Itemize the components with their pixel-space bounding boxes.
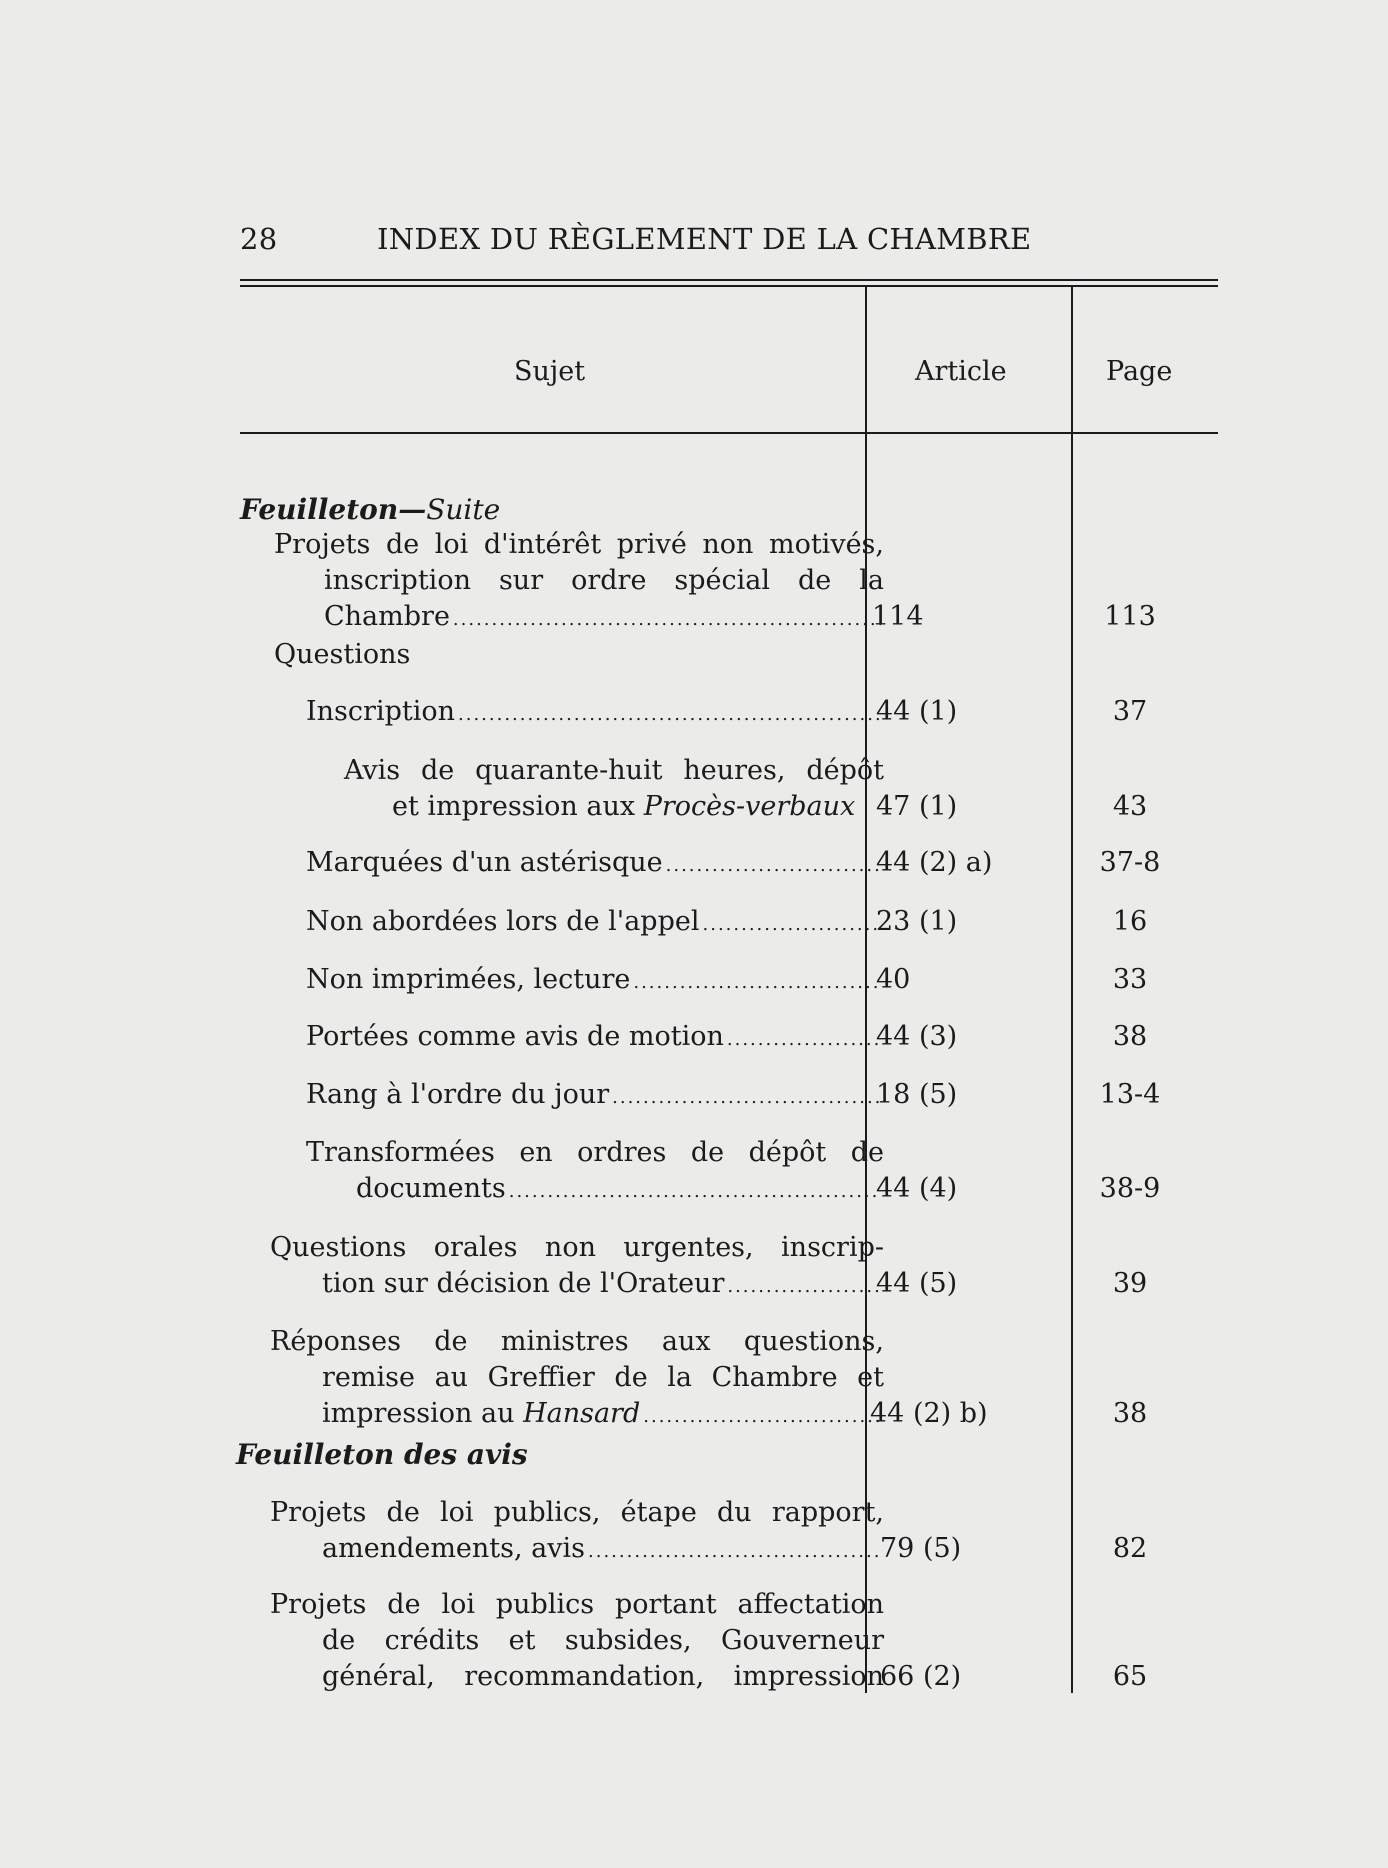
- dot-leader: [727, 1269, 881, 1305]
- entry-article: 44 (2) a): [876, 847, 993, 878]
- entry-page: 39: [1112, 1268, 1148, 1299]
- entry-text-line: Questions: [274, 639, 411, 670]
- entry-text-line: Portées comme avis de motion: [306, 1021, 724, 1052]
- entry-page: 65: [1112, 1661, 1148, 1692]
- column-header-subject: Sujet: [514, 356, 586, 387]
- entry-page: 38: [1112, 1398, 1148, 1429]
- section-title: Feuilleton—: [240, 493, 427, 526]
- entry-article: 114: [872, 601, 924, 632]
- entry-article: 40: [876, 964, 911, 995]
- page-title: INDEX DU RÈGLEMENT DE LA CHAMBRE: [377, 222, 1032, 256]
- entry-page: 37: [1112, 696, 1148, 727]
- dot-leader: [458, 697, 881, 733]
- dot-leader: [643, 1399, 881, 1435]
- column-header-page: Page: [1106, 356, 1173, 387]
- entry-text-italic: Procès-verbaux: [643, 791, 856, 822]
- dot-leader: [612, 1080, 881, 1116]
- entry-page: 43: [1112, 791, 1148, 822]
- entry-text-line: tion sur décision de l'Orateur: [322, 1268, 725, 1299]
- entry-text-line: documents: [356, 1173, 506, 1204]
- dot-leader: [727, 1022, 881, 1058]
- entry-text-line: Questions orales non urgentes, inscrip-: [270, 1232, 884, 1263]
- entry-page: 37-8: [1099, 847, 1161, 878]
- entry-text-line: et impression aux: [392, 791, 644, 822]
- entry-article: 47 (1): [876, 791, 958, 822]
- column-header-article: Article: [915, 356, 1007, 387]
- page-number: 28: [240, 222, 278, 256]
- entry-text-line: impression au: [322, 1398, 524, 1429]
- dot-leader: [509, 1174, 881, 1210]
- entry-article: 79 (5): [880, 1533, 962, 1564]
- entry-text-line: Projets de loi publics, étape du rapport,: [270, 1497, 884, 1528]
- entry-text-line: amendements, avis: [322, 1533, 586, 1564]
- entry-page: 16: [1112, 906, 1148, 937]
- entry-article: 44 (1): [876, 696, 958, 727]
- dot-leader: [666, 848, 881, 884]
- entry-text-line: Chambre: [324, 601, 450, 632]
- entry-article: 44 (3): [876, 1021, 958, 1052]
- entry-page: 38-9: [1099, 1173, 1161, 1204]
- entry-page: 82: [1112, 1533, 1148, 1564]
- entry-article: 18 (5): [876, 1079, 958, 1110]
- section-title: Feuilleton des avis: [236, 1438, 528, 1471]
- entry-text-line: Non abordées lors de l'appel: [306, 906, 700, 937]
- entry-text-line: Transformées en ordres de dépôt de: [306, 1137, 884, 1168]
- entry-page: 113: [1104, 601, 1156, 632]
- entry-text-line: Non imprimées, lecture: [306, 964, 631, 995]
- entry-text-line: de crédits et subsides, Gouverneur: [322, 1625, 884, 1656]
- dot-leader: [453, 602, 881, 638]
- entry-text-line: remise au Greffier de la Chambre et: [322, 1362, 884, 1393]
- dot-leader: [588, 1534, 881, 1570]
- entry-article: 66 (2): [880, 1661, 962, 1692]
- entry-text-line: Marquées d'un astérisque: [306, 847, 663, 878]
- entry-page: 13-4: [1099, 1079, 1161, 1110]
- entry-text-italic: Hansard: [523, 1398, 641, 1429]
- entry-text-line: Avis de quarante-huit heures, dépôt: [344, 755, 884, 786]
- entry-article: 23 (1): [876, 906, 958, 937]
- entry-text-line: inscription sur ordre spécial de la: [324, 565, 884, 596]
- entry-page: 33: [1112, 964, 1148, 995]
- entry-page: 38: [1112, 1021, 1148, 1052]
- section-heading: [236, 1437, 1214, 1473]
- entry-text-line: Inscription: [306, 696, 455, 727]
- dot-leader: [633, 965, 881, 1001]
- entry-text-line: Projets de loi d'intérêt privé non motivés,: [274, 529, 884, 560]
- entry-text-line: Projets de loi publics portant affectation: [270, 1589, 884, 1620]
- section-subtitle: Suite: [426, 493, 501, 526]
- section-heading: [240, 492, 1218, 528]
- header-rule-top: [240, 279, 1218, 281]
- entry-article: 44 (5): [876, 1268, 958, 1299]
- entry-article: 44 (2) b): [870, 1398, 988, 1429]
- dot-leader: [703, 907, 882, 943]
- entry-text-line: Réponses de ministres aux questions,: [270, 1326, 884, 1357]
- entry-text-line: Rang à l'ordre du jour: [306, 1079, 610, 1110]
- entry-article: 44 (4): [876, 1173, 958, 1204]
- entry-text-line: général, recommandation, impression: [322, 1661, 884, 1692]
